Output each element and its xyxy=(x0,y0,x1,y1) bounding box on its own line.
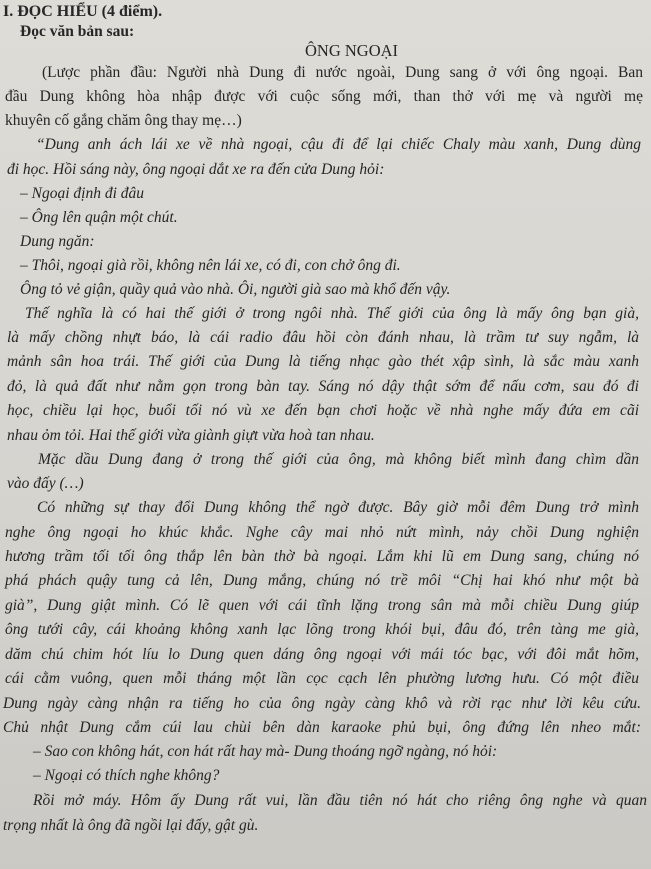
text-line: – Ông lên quận một chút. xyxy=(20,209,178,226)
text-line: – Ngoại có thích nghe không? xyxy=(33,767,220,784)
text-line: trọng nhất là ông đã ngồi lại đấy, gật gù. xyxy=(3,817,259,834)
instruction-text: Đọc văn bản sau: xyxy=(20,23,135,40)
text-line: – Ngoại định đi đâu xyxy=(20,185,145,202)
text-line: Dung ngăn: xyxy=(20,233,95,250)
text-line: đi học. Hồi sáng này, ông ngoại dắt xe ra đến cửa Dung hỏi: xyxy=(7,161,385,178)
section-heading: I. ĐỌC HIỂU (4 điểm). xyxy=(3,3,163,20)
text-line: là mấy chồng nhựt báo, là cái radio đâu hồi còn đánh nhau, là trầm tư suy ngẫm, là xyxy=(7,329,639,346)
text-line: “Dung anh ách lái xe về nhà ngoại, cậu đi để lại chiếc Chaly màu xanh, Dung dùng xyxy=(36,136,641,153)
text-line: học, chiều lại học, buổi tối nó vù xe đến bạn chơi hoặc về nhà nghe mấy đứa em cãi xyxy=(7,402,639,419)
text-line: nhau ỏm tỏi. Hai thế giới vừa giành giựt vừa hoà tan nhau. xyxy=(7,427,375,444)
text-line: mảnh sân hoa trái. Thế giới của Dung là tiếng nhạc gào thét xập sình, là sắc màu xanh xyxy=(7,353,639,370)
text-line: khuyên cố gắng chăm ông thay mẹ…) xyxy=(5,112,242,129)
text-line: vào đấy (…) xyxy=(7,475,84,492)
text-line: – Sao con không hát, con hát rất hay mà- Dung thoáng ngỡ ngàng, nó hỏi: xyxy=(33,743,498,760)
text-line: Thế nghĩa là có hai thế giới ở trong ngôi nhà. Thế giới của ông là mấy ông bạn già, xyxy=(25,305,639,322)
text-line: ông tưới cây, cái khoảng không xanh lạc lõng trong khói bụi, đâu đó, trên tàng me già, xyxy=(5,621,639,638)
text-line: Rồi mở máy. Hôm ấy Dung rất vui, lần đầu tiên nó hát cho riêng ông nghe và quan xyxy=(33,792,647,809)
text-line: – Thôi, ngoại già rồi, không nên lái xe, có đi, con chở ông đi. xyxy=(20,257,401,274)
text-line: dăm chú chim hót líu lo Dung quen dáng ông ngoại với mái tóc bạc, với đôi mắt hõm, xyxy=(5,646,639,663)
text-line: đỏ, là quả đất như nằm gọn trong bàn tay. Sáng nó dậy thật sớm để nấu cơm, sau đó đi xyxy=(7,378,639,395)
text-line: Có những sự thay đổi Dung không thể ngờ được. Bây giờ mỗi đêm Dung trở mình xyxy=(37,499,639,516)
text-line: phá phách quậy tung cả lên, Dung mắng, chúng nó trề môi “Chị hai khó như một bà xyxy=(5,572,639,589)
text-line: Dung ngày càng nhận ra tiếng ho của ông ngày càng khô và rời rạc như lời kêu cứu. xyxy=(3,695,641,712)
text-line: hương trầm tối tối ông thắp lên bàn thờ bà ngoại. Lắm khi lũ em Dung sang, chúng nó xyxy=(5,548,639,565)
text-line: Chủ nhật Dung cắm cúi lau chùi bên dàn karaoke phủ bụi, ông đứng lên nheo mắt: xyxy=(3,719,641,736)
text-line: đầu Dung không hòa nhập được với cuộc sống mới, than thở với mẹ và người mẹ xyxy=(5,88,643,105)
story-title: ÔNG NGOẠI xyxy=(304,41,399,60)
text-line: Mặc dầu Dung đang ở trong thế giới của ông, mà không biết mình đang chìm dần xyxy=(38,451,639,468)
text-line: già”, Dung giật mình. Có lẽ quen với cái tĩnh lặng trong sân mà mỗi chiều Dung giúp xyxy=(5,597,639,614)
text-line: cái cằm vuông, quen mỗi tháng một lần cọc cạch lên phường lương hưu. Có một điều xyxy=(5,670,639,687)
text-line: nghe ông ngoại ho khúc khắc. Nghe cây mai nhỏ nứt mình, nảy chồi Dung nghiện xyxy=(5,524,639,541)
text-line: Ông tỏ vẻ giận, quầy quả vào nhà. Ôi, người già sao mà khổ đến vậy. xyxy=(20,281,451,298)
text-line: (Lược phần đầu: Người nhà Dung đi nước ngoài, Dung sang ở với ông ngoại. Ban xyxy=(42,64,643,81)
